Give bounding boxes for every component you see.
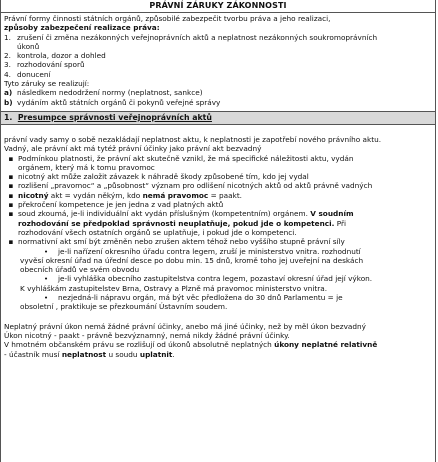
bullet-item: ▪ normativní akt smí být změněn nebo zrušen aktem téhož nebo vyššího stupně právní síly (4, 237, 432, 246)
sub-bullet-continuation: K vyhláškám zastupitelstev Brna, Ostravy a Plzně má pravomoc ministerstvo vnitra. (20, 283, 328, 293)
bullet-item: ▪ překročení kompetence je jen jedna z vad platných aktů (4, 200, 432, 209)
bullet-continuation: rozhodování všech ostatních orgánů se uplatňuje, i pokud jde o kompetenci. (18, 227, 297, 237)
bullet-item: ▪ nicotný akt může založit závazek k náhradě škody způsobené tím, kdo jej vydal (4, 172, 432, 181)
paragraph: V hmotném občanském právu se rozlišují od úkonů absolutně neplatných úkony neplatné relativně (4, 340, 378, 350)
sub-bullet-icon: • (43, 293, 49, 303)
bullet-item: ▪ Podmínkou platnosti, že právní akt skutečně vznikl, že má specifické náležitosti aktu, vydán (4, 154, 432, 163)
list-text: kontrola, dozor a dohled (17, 51, 106, 61)
bullet-icon: ▪ (8, 181, 14, 191)
section-heading (1, 111, 435, 125)
list-item (4, 33, 432, 42)
list-item (4, 98, 432, 107)
section-body (1, 134, 435, 312)
list-text: rozhodování sporů (17, 60, 85, 70)
sub-bullet-icon: • (43, 274, 49, 284)
paragraph: Úkon nicotný - paakt - právně bezvýznamný, nemá nikdy žádné právní účinky. (4, 330, 290, 340)
sub-bullet-continuation: vyvěsí okresní úřad na úřední desce po dobu min. 15 dnů, kromě toho jej uveřejní na deskách (20, 255, 364, 265)
list-text: následkem nedodržení normy (neplatnost, sankce) (17, 88, 203, 98)
page-title: PRÁVNÍ ZÁRUKY ZÁKONNOSTI (1, 0, 435, 13)
paragraph: Neplatný právní úkon nemá žádné právní účinky, anebo má jiné účinky, než by měl úkon bezvadný (4, 321, 366, 331)
list-text-continued: úkonů (17, 41, 40, 51)
sub-bullet-continuation: obsoletní , praktikuje se přezkoumání Ústavním soudem. (20, 302, 228, 312)
sub-bullet-item: • nezjedná-li nápravu orgán, má být věc předložena do 30 dnů Parlamentu = je (4, 293, 432, 302)
list-item (4, 60, 432, 69)
list-number: 3. (4, 60, 11, 70)
section-title: Presumpce správnosti veřejnoprávních aktů (17, 112, 212, 122)
paragraph: - účastník musí neplatnost u soudu uplatnit. (4, 349, 175, 359)
bullet-item: ▪ rozlišení „pravomoc“ a „působnost“ význam pro odlišení nicotných aktů od aktů právně vadných (4, 181, 432, 190)
bullet-icon: ▪ (8, 237, 14, 247)
list-item (4, 70, 432, 79)
bullet-item: ▪ nicotný akt = vydán někým, kdo nemá pravomoc = paakt. (4, 191, 432, 200)
bullet-icon: ▪ (8, 172, 14, 182)
list-number: 2. (4, 51, 11, 61)
realize-heading: Tyto záruky se realizují: (4, 79, 90, 89)
list-item (4, 88, 432, 97)
list-text: donucení (17, 69, 51, 79)
bullet-icon: ▪ (8, 153, 14, 163)
paragraph: právní vady samy o sobě nezakládají neplatnost aktu, k neplatnosti je zapotřebí nového právního aktu. (4, 134, 382, 144)
list-letter: a) (4, 88, 13, 98)
list-text: vydáním aktů státních orgánů či pokynů veřejné správy (17, 97, 221, 107)
bullet-item: ▪ soud zkoumá, je-li individuální akt vydán příslušným (kompetentním) orgánem. V soudním (4, 209, 432, 218)
bullet-icon: ▪ (8, 190, 14, 200)
sub-bullet-icon: • (43, 246, 49, 256)
intro-subheading: způsoby zabezpečení realizace práva: (4, 23, 160, 33)
list-text: zrušení či změna nezákonných veřejnoprávních aktů a neplatnost nezákonných soukromoprávních (17, 32, 378, 42)
sub-bullet-item: • je-li nařízení okresního úřadu contra legem, zruší je ministerstvo vnitra. rozhodnutí (4, 247, 432, 256)
section-number: 1. (4, 112, 13, 122)
list-letter: b) (4, 97, 13, 107)
closing-section (1, 321, 435, 359)
bullet-icon: ▪ (8, 200, 14, 210)
bullet-continuation: orgánem, který má k tomu pravomoc (18, 162, 155, 172)
paragraph: Vadný, ale právní akt má tytéž právní účinky jako právní akt bezvadný (4, 144, 262, 154)
bullet-continuation: rozhodování se předpoklad správnosti neuplatňuje, pokud jde o kompetenci. Při (18, 218, 346, 228)
list-item (4, 51, 432, 60)
bullet-icon: ▪ (8, 209, 14, 219)
intro-section (1, 13, 435, 107)
sub-bullet-continuation: obecních úřadů ve svém obvodu (20, 265, 140, 275)
list-number: 4. (4, 69, 11, 79)
list-number: 1. (4, 32, 11, 42)
sub-bullet-item: • je-li vyhláška obecního zastupitelstva contra legem, pozastaví okresní úřad její výkon. (4, 274, 432, 283)
intro-line: Právní formy činnosti státních orgánů, způsobilé zabezpečit tvorbu práva a jeho realizaci, (4, 14, 331, 23)
